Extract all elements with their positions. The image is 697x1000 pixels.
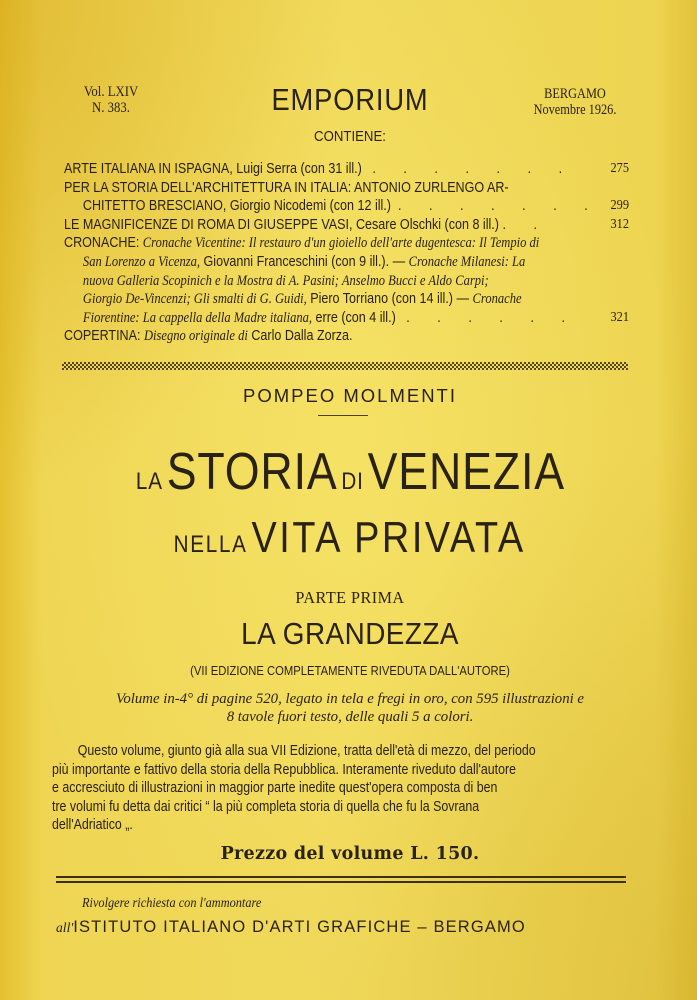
title-word: VITA PRIVATA (251, 513, 527, 562)
publisher-name: ISTITUTO ITALIANO D'ARTI GRAFICHE – BERGAMO (73, 917, 526, 936)
book-author: POMPEO MOLMENTI (243, 385, 457, 406)
toc-entry-title: PER LA STORIA DELL'ARCHITETTURA IN ITALIA: ANTONIO ZURLENGO AR- (64, 179, 509, 196)
table-of-contents (64, 160, 634, 346)
book-blurb (52, 742, 632, 835)
description-line: 8 tavole fuori testo, delle quali 5 a colori. (226, 709, 474, 725)
contents-heading: CONTIENE: (314, 128, 386, 145)
title-word: DI (340, 468, 364, 495)
book-description (50, 690, 650, 726)
toc-entry-title: CHITETTO BRESCIANO, (82, 198, 227, 215)
toc-entry-author: erre (con 4 ill.) (315, 309, 396, 326)
issue-number: N. 383. (92, 100, 130, 116)
toc-entry-cronache (64, 234, 634, 253)
toc-entry (64, 216, 634, 235)
title-word: LA (135, 468, 163, 495)
toc-page-number: 312 (610, 216, 629, 232)
title-word: NELLA (173, 531, 248, 558)
place-date (520, 86, 631, 118)
toc-entry-title: LE MAGNIFICENZE DI ROMA DI GIUSEPPE VASI, (64, 216, 353, 233)
toc-entry-continuation (64, 272, 634, 291)
toc-entry-title: San Lorenzo a Vicenza, (82, 253, 201, 270)
toc-entry-author: Luigi Serra (con 31 ill.) (236, 161, 362, 177)
volume-number: Vol. LXIV (83, 84, 139, 100)
book-title-line1 (30, 442, 670, 502)
toc-entry (64, 160, 634, 179)
toc-entry-title: Giorgio De-Vincenzi; Gli smalti di G. Guidi, (82, 291, 307, 308)
toc-section-label: COPERTINA: (64, 328, 141, 345)
issue-date: Novembre 1926. (533, 102, 617, 118)
order-instruction: Rivolgere richiesta con l'ammontare (82, 896, 262, 911)
toc-entry-title: Cronache Milanesi: La (408, 253, 526, 270)
toc-entry-title: Cronache Vicentine: Il restauro d'un gioiello dell'arte dugentesca: Il Tempio di (142, 235, 540, 252)
masthead-title: EMPORIUM (271, 82, 429, 117)
publisher-prefix: all' (56, 921, 74, 936)
divider-rule (318, 415, 368, 416)
double-rule-bottom (56, 881, 626, 883)
toc-entry-author: Piero Torriano (con 14 ill.) — (310, 291, 470, 308)
dot-leader: . . (502, 216, 550, 233)
toc-entry-title: Cronache (472, 291, 522, 308)
toc-entry-author: Giovanni Franceschini (con 9 ill.). — (203, 253, 406, 270)
toc-page-number: 299 (610, 198, 629, 214)
double-rule-top (56, 876, 626, 878)
book-price: Prezzo del volume L. 150. (220, 844, 480, 864)
toc-entry-continuation (64, 309, 634, 328)
title-word: VENEZIA (367, 443, 565, 501)
blurb-line: più importante e fattivo della storia della Repubblica. Interamente riveduto dall'autore (52, 761, 516, 778)
toc-entry-continuation (64, 197, 634, 216)
toc-page-number: 321 (610, 309, 629, 325)
toc-entry-author: Giorgio Nicodemi (con 12 ill.) (229, 198, 391, 215)
blurb-line: e accresciuto di illustrazioni in maggior parte inedite quest'opera composta di ben (52, 780, 498, 796)
toc-entry-title: ARTE ITALIANA IN ISPAGNA, (64, 161, 233, 177)
volume-info (73, 84, 150, 116)
toc-entry-cover (64, 327, 634, 346)
toc-page-number: 275 (610, 161, 629, 176)
dot-leader: . . . . . . (406, 309, 578, 326)
dot-leader: . . . . . . . (372, 161, 575, 177)
blurb-line: Questo volume, giunto già alla sua VII Edizione, tratta dell'età di mezzo, del periodo (77, 743, 536, 759)
title-word: STORIA (166, 443, 338, 501)
toc-entry-author: Carlo Dalla Zorza. (251, 328, 353, 345)
toc-entry-continuation (64, 253, 634, 272)
toc-section-label: CRONACHE: (64, 235, 140, 252)
publisher-address (56, 917, 526, 937)
toc-entry-continuation (64, 290, 634, 309)
book-part: PARTE PRIMA (295, 588, 405, 607)
toc-entry-title: Disegno originale di (143, 328, 248, 345)
decorative-checker-border (62, 362, 628, 370)
book-title-line2 (30, 513, 670, 563)
blurb-line: dell'Adriatico „. (52, 817, 133, 833)
toc-entry-title: nuova Galleria Scopinich e la Mostra di A. Pasini; Anselmo Bucci e Aldo Carpi; (82, 272, 489, 289)
edition-note: (VII EDIZIONE COMPLETAMENTE RIVEDUTA DALL'AUTORE) (190, 664, 510, 678)
dot-leader: . . . . . . . (397, 198, 600, 215)
blurb-line: tre volumi fu detta dai critici “ la più completa storia di quella che fu la Sovrana (52, 798, 480, 815)
toc-entry-author: Cesare Olschki (con 8 ill.) (355, 216, 499, 233)
city: BERGAMO (544, 86, 606, 102)
toc-entry-title: Fiorentine: La cappella della Madre italiana, (82, 309, 313, 326)
description-line: Volume in-4° di pagine 520, legato in tela e fregi in oro, con 595 illustrazioni e (115, 691, 584, 707)
toc-entry (64, 179, 634, 198)
book-part-title: LA GRANDEZZA (241, 616, 459, 651)
